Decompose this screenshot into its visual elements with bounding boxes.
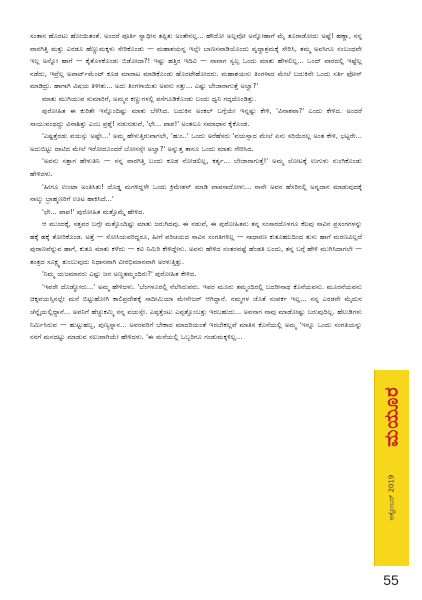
magazine-logo: [375, 370, 409, 462]
paragraph: 'ಹೀಗೂ ಉಂಟಾ ಅಂತಿಸಿತು! ದೊಡ್ಡ ಮಗಳಿದ್ದಳೇ ಒಂದು ಕ್ರಿಮೇಶನ್ ಮಾಡಿ ವಾಪಸಾದೋಳು... ನಾನೇ ಅವನ ಹೆಸರಿನಲ್ಲಿ ಅನ್ನದಾನ ಮಾಡುವುದಕ್ಕೆ ನಾಲ್ಕು ಬ್ರಾಹ್ಮಣರಿಗೆ ಊಟ ಹಾಕಿಸಿದೆ...': [30, 182, 362, 204]
page-number: 55: [383, 572, 399, 588]
magazine-masthead: [374, 370, 409, 566]
paragraph: ಸಂತಾನ ಹೊರಟು ಹೋಯಿತಂತೆ. ಅಂದರೆ ಪೂರ್ತಿ ಸ್ವಾಧೀನ ತಪ್ಪಿತು ಅಂತೇನಲ್ಲ... ಹೌದೋ ಅಲ್ಲವೋ ಅನ್ನೋಹಾಗೆ ಮೈ ತೂರಾಡೋದು ಅಷ್ಟೆ! ಹಣ್ಣಾ, ನನ್ನ ವಾರಗಿತ್ತಿ ಮತ್ತು ಎರಡೂ ಹೆಣ್ಣುಮಕ್ಕಳು ಸೇರಿಕೊಂಡು — ಮಹಾಶಯನ್ನ ಇಲ್ಲೇ ಬಾಣಸವಾಡಿಯೊಂದು ವೃದ್ಧಾಶ್ರಮಕ್ಕೆ ಸೇರಿಸಿ, ತಮ್ಮ ಅವಸಿಗೂ ಸಂಬಂಧವೇ ಇಲ್ಲ ಅನ್ನೋ ಹಾಗೆ — ಕೈತೊಳಕೊಂಡು ಬಿಡೋದಾ?! ಇಷ್ಟು ಹತ್ತಿರ ಇದಿವಿ — ನಾವಾಗ ಸ್ವಲ್ಪ ಒಂದು ಮಾತು ಹೇಳಲಿಲ್ಲ... ಒಂದ್ ವಾರದಲ್ಲಿ ಇಷ್ಟೆಲ್ಲ ನಡೆದು, ಇವ್ರೆಲ್ಲ ಅಪಾರ್ಟ್‌ಮೆಂಟ್ ಕೂಡ ಮಾರಾಟ ಮಾಡಿಕೊಂಡು ಹೊರಟೇಹೋದರು. ಮಹಾಶಯನು ತಿಂಗಳಾದ ಮೇಲೆ ಬದುಕಿನೇ ಒಂದು ಸರ್ತಿ ಫೋನ್ ಮಾಡಿದ್ರು. ಹಾಗಾಗಿ ವಿಷಯ ತಿಳೀತು... ಅದು ತಿಂಗಳಾಯಿತು ಅವನು ಸತ್ತು... ಎಷ್ಟು ಬೇಜಾರಾಗುತ್ತೆ ಅಲ್ವಾ?': [30, 32, 362, 91]
issue-date-text: ಅಕ್ಟೋಬರ್ 2019: [387, 474, 396, 520]
article-body: [30, 30, 362, 578]
paragraph: ಆ ಮುಂದಕ್ಕೆ, ಸತ್ತವರ ಬಗ್ಗೇ ಮತ್ತೊಂದಿಷ್ಟು ಮಾತು ಜರುಗಿದವು. ಈ ನಡುವೆ, ಈ ಪುರೋಹಿತನು ತನ್ನ ಸಂಸಾರದೊಳಗೂ ಕೆಲವು ಸಾವಿನ ಪ್ರಸಂಗಗಳನ್ನು ಹಕ್ಕೆ ಹಕ್ಕೆ ತೋರಿಕೊಂಡ. ಅತ್ತೆ — ಸೋಸಿಯವರಿದ್ದರೂ, ಹೀಗೆ ಪರಿಚಯದ ಸಾವಿನ ಸಂಗತಿಗಳಿಲ್ಲ — ಸಾಧಾರಣ ಕುತೂಹಲದಿಂದ ತುಸು ಹಾಗೆ ಮರಣವಿಲ್ಲದೆ ಪುರಾಣವೆನ್ನುವ ಹಾಗೆ, ಕುತೂ ಮಾತು ಕಳೆದು — ಕವಿ ನಿಮಿರಿ ಕೇಳಿದ್ದೇನು. ಅವನು ಹೇಳಿದ ನಂತರವಷ್ಟೆ ಹೆಂಡತಿ ಬಂದು, ತನ್ನ ಬಗ್ಗೆ ಹೇಳಿ ಮುಗಿಸಿದಾಗಲೇ — ತಂತ್ರದ ಸೂಕ್ಷ್ಮ ತುಂಬುವುದು ನಿಧಾನವಾಗಿ ವೀರಭಿಮಾನವಾಗಿ ಅರಳುತ್ತಿತ್ತು.: [30, 220, 362, 266]
paragraph: 'ಇವರೇ ದೊಡ್ಡೋರು...' ಅಮ್ಮ ಹೇಳಿದಳು. 'ಬೆಂಗಳೂರಲ್ಲಿ ನೆಲೆಸಿರುವರು. ಇವರ ಮೂರು ತಮ್ಮಂದಿರಲ್ಲಿ ಬದರೀನಾಥ ಕೊನೆಯವನು. ಮೂರನೆಯವನು ಚಿಕ್ಕವಯಸ್ಸಿನಲ್ಲೇ ಮನೆ ಬಿಟ್ಟುಹೋಗಿ ಕಾಲಿಪ್ರದೇಶಕ್ಕೆ ಸಾದೀಮಿಯಾ ಮೇನೇಜರ್ ಆಗಿದ್ದಾನೆ. ನಮ್ಮಗಳ ಜೊತೆ ಸಂಪರ್ಕ ಇಲ್ಲ... ನನ್ನ ಎರಡನೇ ಮೈದುನ ಚೆನ್ನೈಯಲ್ಲಿದ್ದಾನೆ... ಅವನಿಗೆ ಹೆಚ್ಚುಕಮ್ಮಿ ನನ್ನ ವಯಸ್ಸೇ. ಎಪ್ಪತ್ತೆಂಟು ಎಪ್ಪತ್ತೊಂಬತ್ತು ಇರಬಹುದು... ಅವನಾಗ ನಾವು ಮಾಡೋಷ್ಟು ಬರುವುದಿಲ್ಲ. ಹೆಲುಡಿಗಳು ನಿರ್ಮಿಸಿರುವ — ಹುಟ್ಟುಹಬ್ಬ, ಪುಣ್ಯಸ್ನಾನ... ಅವರವರಿಗೆ ಬೇಕಾದ ಮಾದರಿಯಂತೆ ಇರಬೇಕಲ್ಲವೆ ಮಾತಿನ ಕೊನೆಯಲ್ಲಿ ಅಮ್ಮ 'ಇನ್ನೂ ಒಂದು ಸಂಗತಿಯನ್ನು ನನಗೆ ಮನದಟ್ಟು ಮಾಡುವ ಸಲುವಾಗಿಯೇ ಹೇಳಿದಳು. 'ಈ ಮನೆಯಲ್ಲಿ ಒಬ್ಬರಿಗೂ ಗಂಡುಮಕ್ಕಳಿಲ್ಲ...: [30, 282, 362, 342]
paragraph: 'ಎಷ್ಟತ್ತೆರಡು ವಯಸ್ಸು ಅಷ್ಟೇ...' ಅಮ್ಮ ಹೇಳುತ್ತಿರುವಾಗಲೇ, 'ಹುಂ..' ಒಂದು ಅರೆಹೆಸರು 'ವಯಸ್ಸಾದ ಮೇಲೆ ಏನು ಸರಿಯಿರಲ್ಲ ಅಂತ ಕೇಳಿ, ಭಟ್ಟರೇ... ಅದುಬಿಟ್ಟು ದಾಟಿದ ಮೇಲೆ ಇರೋದೂಂದರೆ ಬೋನಸ್ಸೇ ಅಲ್ವಾ?' ಅನ್ನುತ್ತ ತಾನೂ ಒಂದು ಮಾತು ಸೇರಿಸಿದ.: [30, 132, 362, 153]
magazine-logo-text: ಮಯೂರ: [381, 385, 403, 447]
issue-date: [375, 465, 409, 529]
paragraph: ಮಾತು ಮುಗಿಯುವ ಸುಮಾರಿಗೆ, ಅಮ್ಮನ ಕಣ್ಣುಗಳಲ್ಲಿ ಪಸೆಗೂಡಿಕೊಂಡು ಬಂದು ಧ್ವನಿ ಗದ್ಗದೊಂಡಿತ್ತು.: [42, 94, 257, 103]
paragraph: ಪುರೋಹಿತ ಈ ಕುರಿತೇ ಇನ್ನೊಂದಿಷ್ಟು ಮಾತು ಬೆಳೆಸಿದ. ಬದುಕಿನ ಅಂಕಲ್ ಬಗ್ಗೆಯೇ ಇನ್ನಷ್ಟು ಕೇಳಿ, 'ವಿನಾಶವಾ?' ಎಂದು ಕೇಳಿದ. ಅಂದರೆ ಸಾಯುವಂಥದ್ದು ವಿನಾಶಿತ್ತು ಎಂಬ ಪ್ರಶ್ನೆ! ನಡುನಡುವೆ, 'ಛೇ... ಪಾಪ!' ಅಂತಲೂ ಸಮಾಧಾನ ಕೈಕೊಂಡ.: [30, 107, 362, 128]
paragraph: 'ಅವನು ಸತ್ತಾಗ ಹೇಳುತಿನಿ — ನನ್ನ ವಾರಗಿತ್ತಿ ಬಂದು ಕೂಡ ನೋಡಲಿಲ್ಲ, ಕರ್ತೃ... ಬೇಜಾರಾಗುತ್ತೆ!' ಅಮ್ಮ ಲೋಟಕ್ಕೆ ಉಗುಳು ನುಂಗಿಕೊಂಡು ಹೇಳಿದಳು.: [30, 157, 362, 179]
paragraph: 'ಛೇ... ಪಾಪ!' ಪುರೋಹಿತ ಮತ್ತೊಮ್ಮೆ ಹೇಳಿದ.: [42, 207, 145, 216]
paragraph: 'ನಿಮ್ಮ ಯಜಮಾನರು ಎಷ್ಟು ಜನ ಅಣ್ಣತಮ್ಮಂದಿರು?' ಪುರೋಹಿತ ಕೇಳಿದ.: [42, 270, 197, 279]
